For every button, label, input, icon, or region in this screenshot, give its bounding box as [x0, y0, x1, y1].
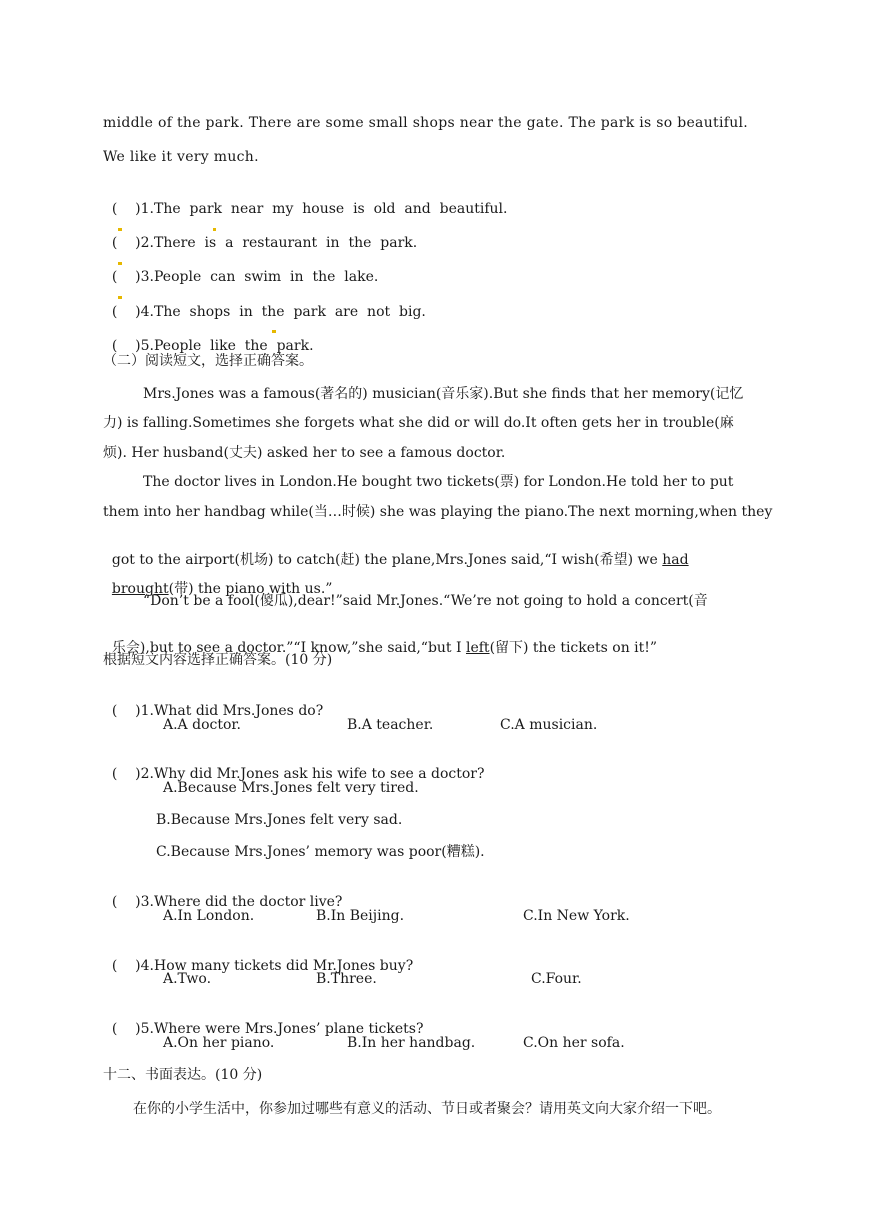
answer-paren[interactable]: ( ) [111, 201, 141, 217]
option: B.Because Mrs.Jones felt very sad. [156, 812, 403, 828]
answer-paren[interactable]: ( ) [111, 269, 141, 285]
true-false-question [103, 250, 378, 286]
answer-paren[interactable]: ( ) [111, 958, 141, 974]
mc-question [103, 875, 342, 911]
underlined-word: left [465, 640, 490, 656]
question-text: 4.How many tickets did Mr.Jones buy? [140, 958, 414, 974]
true-false-question [103, 182, 507, 218]
mc-question [103, 1002, 423, 1038]
mark-dot [118, 262, 122, 265]
passage-line: The doctor lives in London.He bought two tickets(票) for London.He told her to put [143, 474, 734, 490]
passage-line: them into her handbag while(当…时候) she was playing the piano.The next morning,when they [103, 504, 773, 520]
option: A.A doctor. [163, 717, 242, 733]
question-text: 1.What did Mrs.Jones do? [140, 703, 324, 719]
passage-line: 烦). Her husband(丈夫) asked her to see a famous doctor. [103, 445, 506, 461]
answer-paren[interactable]: ( ) [111, 894, 141, 910]
option: C.On her sofa. [523, 1035, 625, 1051]
question-text: 2.Why did Mr.Jones ask his wife to see a doctor? [140, 766, 485, 782]
instruction: 根据短文内容选择正确答案。(10 分) [103, 652, 333, 668]
option: C.Four. [531, 971, 582, 987]
true-false-question [103, 319, 314, 355]
question-text: 3.People can swim in the lake. [140, 269, 379, 285]
answer-paren[interactable]: ( ) [111, 1021, 141, 1037]
question-text: 4.The shops in the park are not big. [140, 304, 426, 320]
option: B.In Beijing. [316, 908, 405, 924]
mc-question [103, 747, 485, 783]
passage-line: middle of the park. There are some small shops near the gate. The park is so beautiful. [103, 115, 749, 131]
option: B.In her handbag. [347, 1035, 476, 1051]
question-text: 1.The park near my house is old and beautiful. [140, 201, 508, 217]
option: B.Three. [316, 971, 377, 987]
text-span: (带) the piano with us.” [168, 581, 333, 597]
passage-line: We like it very much. [103, 149, 259, 165]
passage-line: 力) is falling.Sometimes she forgets what she did or will do.It often gets her in trouble(麻 [103, 415, 734, 431]
writing-prompt: 在你的小学生活中，你参加过哪些有意义的活动、节日或者聚会？请用英文向大家介绍一下吧。 [133, 1101, 721, 1117]
mark-dot [118, 228, 122, 231]
question-text: 3.Where did the doctor live? [140, 894, 343, 910]
text-span: 乐会),but to see a doctor.”“I know,”she said,“but I [111, 640, 466, 656]
section-heading: （二）阅读短文，选择正确答案。 [103, 353, 313, 369]
option: A.Because Mrs.Jones felt very tired. [163, 780, 419, 796]
answer-paren[interactable]: ( ) [111, 235, 141, 251]
question-text: 5.Where were Mrs.Jones’ plane tickets? [140, 1021, 424, 1037]
section-heading: 十二、书面表达。(10 分) [103, 1067, 263, 1083]
true-false-question [103, 285, 426, 321]
answer-paren[interactable]: ( ) [111, 304, 141, 320]
answer-paren[interactable]: ( ) [111, 338, 141, 354]
option: C.A musician. [500, 717, 598, 733]
option: A.Two. [163, 971, 212, 987]
option: C.In New York. [523, 908, 630, 924]
passage-line: “Don’t be a fool(傻瓜),dear!”said Mr.Jones.“We’re not going to hold a concert(音 [143, 593, 708, 609]
option: A.On her piano. [163, 1035, 275, 1051]
passage-line: Mrs.Jones was a famous(著名的) musician(音乐家).But she finds that her memory(记忆 [143, 386, 744, 402]
true-false-question [103, 216, 417, 252]
answer-paren[interactable]: ( ) [111, 766, 141, 782]
mark-dot [118, 296, 122, 299]
mc-question [103, 684, 323, 720]
option: A.In London. [163, 908, 255, 924]
underlined-word: brought [111, 581, 169, 597]
question-text: 5.People like the park. [140, 338, 314, 354]
answer-paren[interactable]: ( ) [111, 703, 141, 719]
question-text: 2.There is a restaurant in the park. [140, 235, 418, 251]
option: B.A teacher. [347, 717, 434, 733]
mark-dot [272, 330, 276, 333]
text-span: (留下) the tickets on it!” [489, 640, 658, 656]
mark-dot [213, 228, 216, 231]
underlined-word: had [662, 552, 689, 568]
text-span: got to the airport(机场) to catch(赶) the plane,Mrs.Jones said,“I wish(希望) we [111, 552, 663, 568]
option: C.Because Mrs.Jones’ memory was poor(糟糕). [156, 844, 485, 860]
